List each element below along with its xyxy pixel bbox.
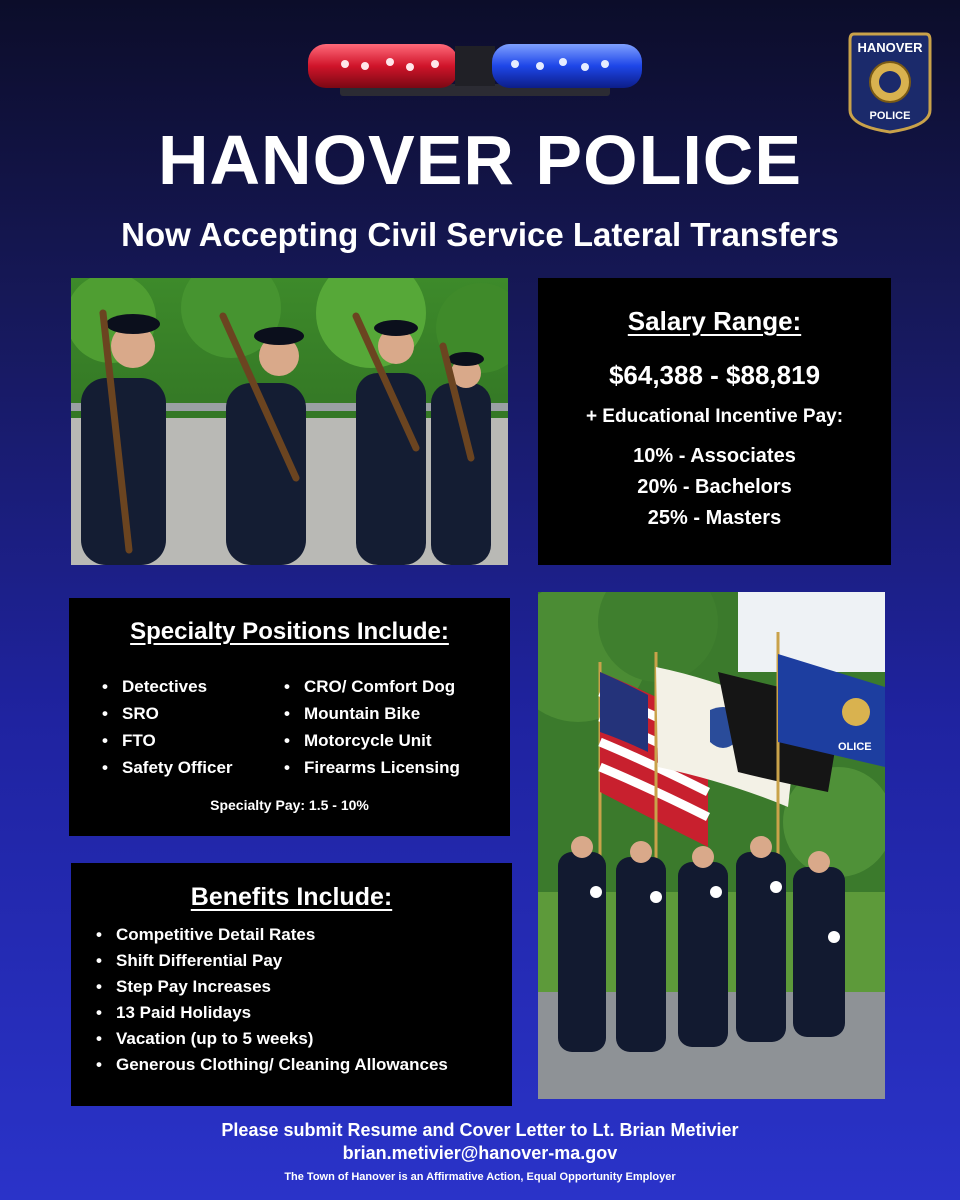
specialty-item: • CRO/ Comfort Dog	[284, 677, 455, 697]
salary-heading: Salary Range:	[627, 306, 802, 336]
incentive-bachelors: 20% - Bachelors	[637, 476, 792, 498]
benefit-item: • Step Pay Increases	[96, 977, 271, 997]
page-subtitle: Now Accepting Civil Service Lateral Transfers	[121, 216, 839, 253]
specialty-positions-panel	[69, 598, 510, 836]
svg-text:OLICE: OLICE	[838, 741, 872, 753]
specialty-item: • FTO	[102, 731, 156, 751]
incentive-masters: 25% - Masters	[647, 507, 782, 529]
specialty-item: • Safety Officer	[102, 758, 233, 778]
page-title: HANOVER POLICE	[157, 121, 803, 199]
educational-incentive-label: + Educational Incentive Pay:	[585, 406, 844, 427]
specialty-pay: Specialty Pay: 1.5 - 10%	[210, 797, 369, 813]
svg-text:POLICE: POLICE	[869, 110, 911, 122]
officers-marching-photo	[71, 278, 508, 565]
benefit-item: • Competitive Detail Rates	[96, 925, 315, 945]
eeo-statement: The Town of Hanover is an Affirmative Action, Equal Opportunity Employer	[284, 1171, 676, 1183]
svg-text:HANOVER: HANOVER	[857, 40, 923, 55]
benefit-item: • Vacation (up to 5 weeks)	[96, 1029, 313, 1049]
specialty-item: • Mountain Bike	[284, 704, 420, 724]
contact-email[interactable]: brian.metivier@hanover-ma.gov	[342, 1143, 618, 1163]
submit-instructions: Please submit Resume and Cover Letter to Lt. Brian Metivier	[221, 1120, 739, 1140]
salary-range: $64,388 - $88,819	[608, 360, 821, 390]
color-guard-photo	[538, 592, 885, 1099]
specialty-item: • Firearms Licensing	[284, 758, 460, 778]
police-lightbar-image	[305, 40, 645, 100]
specialty-item: • Motorcycle Unit	[284, 731, 432, 751]
specialty-item: • SRO	[102, 704, 159, 724]
benefits-heading: Benefits Include:	[190, 883, 393, 911]
benefit-item: • Shift Differential Pay	[96, 951, 282, 971]
benefit-item: • Generous Clothing/ Cleaning Allowances	[96, 1055, 448, 1075]
benefits-panel	[71, 863, 512, 1106]
benefit-item: • 13 Paid Holidays	[96, 1003, 251, 1023]
specialty-item: • Detectives	[102, 677, 207, 697]
incentive-associates: 10% - Associates	[633, 445, 796, 467]
specialty-heading: Specialty Positions Include:	[130, 618, 449, 645]
salary-panel	[538, 278, 891, 565]
